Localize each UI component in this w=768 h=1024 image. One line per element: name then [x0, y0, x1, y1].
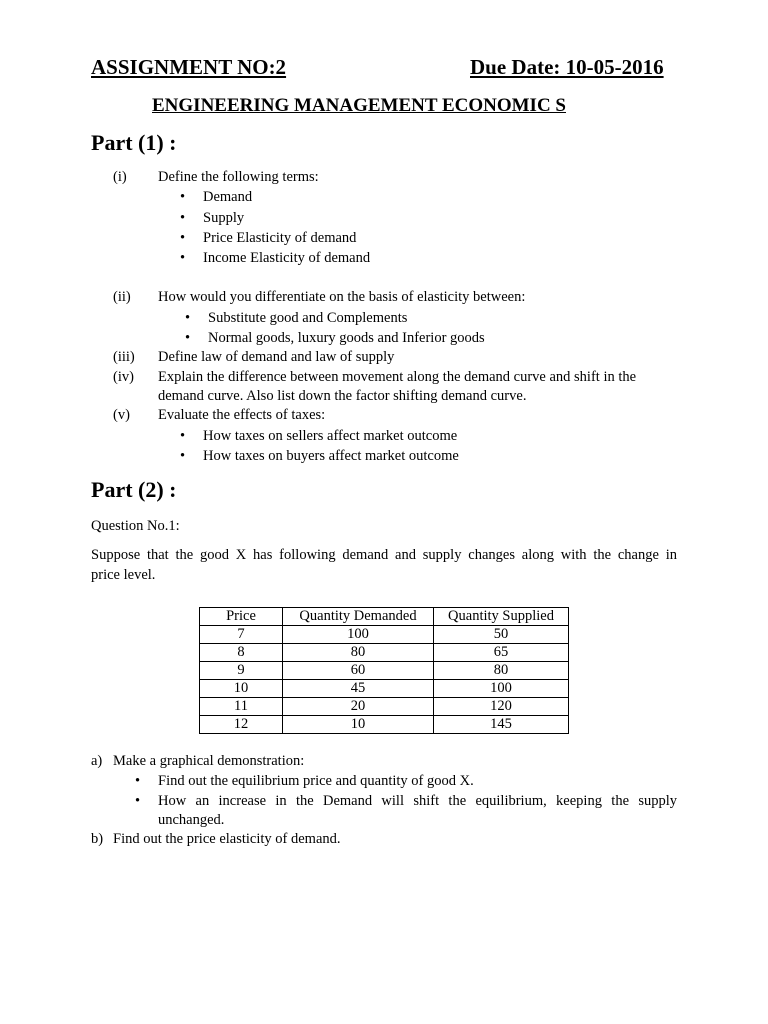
question-intro: Suppose that the good X has following demand and supply changes along with the change in [91, 547, 677, 563]
part1-heading: Part (1) : [91, 130, 177, 155]
bullet-continuation: unchanged. [158, 812, 225, 828]
table-cell: 10 [283, 716, 434, 734]
table-cell: 7 [200, 626, 283, 644]
part2-heading: Part (2) : [91, 477, 177, 502]
bullet-item: • Substitute good and Complements [208, 309, 407, 328]
item-number: (iii) [113, 349, 135, 365]
bullet-item: • Find out the equilibrium price and quantity of good X. [158, 772, 474, 791]
bullet-item: • Normal goods, luxury goods and Inferior goods [208, 329, 485, 348]
table-row [200, 662, 569, 680]
item-number: (iv) [113, 369, 134, 385]
item-text: Define law of demand and law of supply [158, 349, 395, 365]
subquestion-label: b) [91, 831, 104, 847]
demand-supply-table [199, 607, 569, 734]
table-header: Price [200, 608, 283, 626]
table-cell: 80 [434, 662, 569, 680]
item-text: Define the following terms: [158, 169, 319, 185]
table-cell: 145 [434, 716, 569, 734]
table-cell: 10 [200, 680, 283, 698]
table-row [200, 626, 569, 644]
table-cell: 8 [200, 644, 283, 662]
bullet-item: • Income Elasticity of demand [203, 249, 370, 268]
bullet-item: • Price Elasticity of demand [203, 229, 356, 248]
table-cell: 80 [283, 644, 434, 662]
question-intro: price level. [91, 567, 156, 583]
item-number: (i) [113, 169, 127, 185]
table-cell: 120 [434, 698, 569, 716]
table-cell: 60 [283, 662, 434, 680]
table-cell: 12 [200, 716, 283, 734]
table-cell: 100 [434, 680, 569, 698]
course-title: ENGINEERING MANAGEMENT ECONOMIC S [152, 95, 566, 116]
item-text: How would you differentiate on the basis of elasticity between: [158, 289, 526, 305]
table-cell: 9 [200, 662, 283, 680]
table-cell: 50 [434, 626, 569, 644]
table-row [200, 644, 569, 662]
table-cell: 65 [434, 644, 569, 662]
table-row [200, 680, 569, 698]
table-cell: 100 [283, 626, 434, 644]
subquestion-text: Make a graphical demonstration: [113, 753, 305, 769]
item-number: (v) [113, 407, 130, 423]
table-row [200, 698, 569, 716]
table-cell: 11 [200, 698, 283, 716]
item-text: demand curve. Also list down the factor shifting demand curve. [158, 388, 527, 404]
table-header: Quantity Demanded [283, 608, 434, 626]
table-header: Quantity Supplied [434, 608, 569, 626]
subquestion-label: a) [91, 753, 103, 769]
item-text: Evaluate the effects of taxes: [158, 407, 326, 423]
table-cell: 45 [283, 680, 434, 698]
subquestion-text: Find out the price elasticity of demand. [113, 831, 341, 847]
assignment-number: ASSIGNMENT NO:2 [91, 55, 287, 79]
bullet-item: • Demand [203, 188, 252, 207]
table-header-row [200, 608, 569, 626]
table-cell: 20 [283, 698, 434, 716]
item-text: Explain the difference between movement along the demand curve and shift in the [158, 369, 637, 385]
bullet-item: • Supply [203, 209, 244, 228]
bullet-item: • How an increase in the Demand will shift the equilibrium, keeping the supply [158, 792, 677, 811]
due-date: Due Date: 10-05-2016 [470, 55, 664, 79]
item-number: (ii) [113, 289, 131, 305]
bullet-item: • How taxes on buyers affect market outcome [203, 447, 459, 466]
question-label: Question No.1: [91, 518, 180, 534]
bullet-item: • How taxes on sellers affect market outcome [203, 427, 457, 446]
table-row [200, 716, 569, 734]
